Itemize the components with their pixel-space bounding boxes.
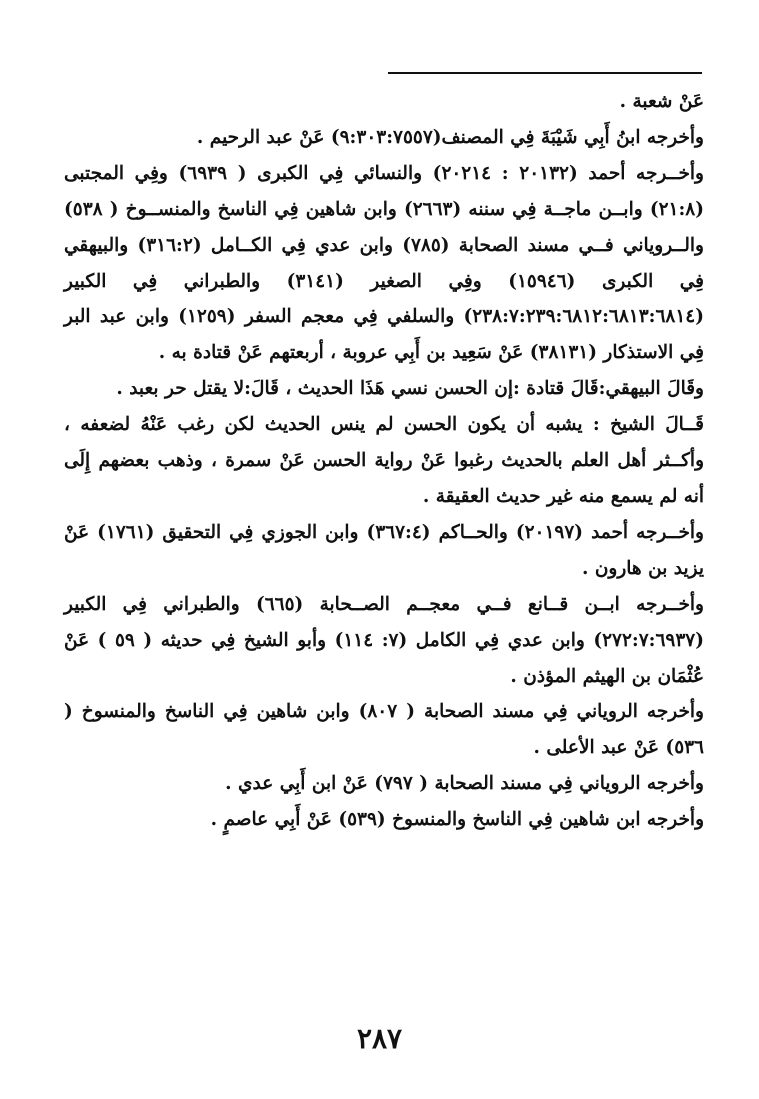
paragraph: وأخــرجه ابــن قــانع فــي معجــم الصــحابة (٦٦٥) والطبراني فِي الكبير (٢٧٢:٧:٦٩٣٧) وابن عدي فِي الكامل (٧: ١١٤) وأبو الشيخ فِي حديثه ( ٥٩ ) عَنْ عُثْمَان بن الهيثم المؤذن . <box>64 593 705 687</box>
body-text <box>64 84 704 838</box>
page-number: ٢٨٧ <box>356 1022 403 1055</box>
paragraph: وأخرجه الروياني فِي مسند الصحابة ( ٧٩٧) عَنْ ابن أَبِي عدي . <box>225 773 704 795</box>
paragraph: وأخرجه ابن شاهين فِي الناسخ والمنسوخ (٥٣٩) عَنْ أَبِي عاصمٍ . <box>210 809 704 831</box>
paragraph: وقَالَ البيهقي:قَالَ قتادة :إن الحسن نسي هَذَا الحديث ، قَالَ:لا يقتل حر بعبد . <box>116 378 704 400</box>
paragraph: وأخرجه ابنُ أَبِي شَيْبَةَ فِي المصنف(٩:٣٠٣:٧٥٥٧) عَنْ عبد الرحيم . <box>196 126 704 148</box>
paragraph: قَــالَ الشيخ : يشبه أن يكون الحسن لم ينس الحديث لكن رغب عَنْهُ لضعفه ، وأكــثر أهل العلم بالحديث رغبوا عَنْ رواية الحسن عَنْ سمرة ، وذهب بعضهم إِلَى أنه لم يسمع منه غير حديث العقيقة . <box>64 414 704 507</box>
paragraph: وأخرجه الروياني فِي مسند الصحابة ( ٨٠٧) وابن شاهين فِي الناسخ والمنسوخ ( ٥٣٦) عَنْ عبد الأعلى . <box>64 701 704 759</box>
top-rule <box>388 72 702 74</box>
paragraph: وأخــرجه أحمد (٢٠١٣٢ : ٢٠٢١٤) والنسائي فِي الكبرى ( ٦٩٣٩) وفِي المجتبى (٢١:٨) وابــن ماجــة فِي سننه (٢٦٦٣) وابن شاهين فِي الناسخ والمنســوخ ( ٥٣٨) والــروياني فــي مسند الصحابة (٧٨٥) وابن عدي فِي الكــامل (٣١٦:٢) والبيهقي فِي الكبرى (١٥٩٤٦) وفِي الصغير (٣١٤١) والطبراني فِي الكبير (٢٣٨:٧:٢٣٩:٦٨١٢:٦٨١٣:٦٨١٤) والسلفي فِي معجم السفر (١٢٥٩) وابن عبد البر فِي الاستذكار (٣٨١٣١) عَنْ سَعِيد بن أَبِي عروبة ، أربعتهم عَنْ قتادة به . <box>64 162 705 364</box>
paragraph: وأخــرجه أحمد (٢٠١٩٧) والحــاكم (٣٦٧:٤) وابن الجوزي فِي التحقيق (١٧٦١) عَنْ يزيد بن هارون . <box>64 521 704 579</box>
paragraph: عَنْ شعبة . <box>619 91 704 112</box>
